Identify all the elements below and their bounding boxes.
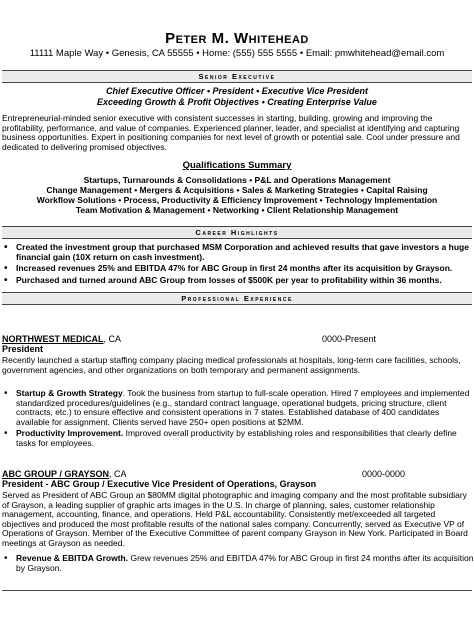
executive-titles-line2: Exceeding Growth & Profit Objectives • Creating Enterprise Value [97,97,377,107]
executive-titles-line1: Chief Executive Officer • President • Executive Vice President [106,86,368,96]
employer-location: , CA [103,334,122,344]
qualifications-line: Startups, Turnarounds & Consolidations • P&L and Operations Management [83,175,391,185]
bullet-lead: Revenue & EBITDA Growth. [16,553,129,563]
employment-dates: 0000-Present [322,334,377,344]
contact-line: 11111 Maple Way • Genesis, CA 55555 • Home: (555) 555 5555 • Email: pmwhitehead@email.com [29,48,445,59]
bullet-text: Improved overall productivity by establishing roles and responsibilities that clearly define tasks for employees. [16,428,457,448]
career-highlights-list [2,243,474,287]
list-item [2,429,474,448]
bullet-text: Grew revenues 25% and EBITDA 47% for ABC Group in first 24 months after its acquisition by Grayson. [16,553,474,573]
candidate-name: Peter M. Whitehead [165,30,309,47]
qualifications-line: Team Motivation & Management • Networking • Client Relationship Management [75,205,399,215]
job-bullets [2,389,474,450]
section-heading-senior-executive: Senior Executive [2,70,472,83]
list-item [2,554,474,573]
executive-summary: Entrepreneurial-minded senior executive with consistent successes in starting, building, growing and improving the profitability, performance, and value of companies. Experienced planner, leader, and specialist at identifying and capturing business opportunities. Expert in positioning companies for next level of growth or potential sale. Cool under pressure and dedicated to delivering promised objectives. [2,113,460,152]
employer-name: NORTHWEST MEDICAL [2,334,104,344]
qualifications-line: Change Management • Mergers & Acquisitions • Sales & Marketing Strategies • Capital Raising [46,185,428,195]
employer-name: ABC GROUP / GRAYSON [2,469,110,479]
list-item: • Created the investment group that purchased MSM Corporation and achieved results that gave investors a huge financial gain (10X return on cash investment). [2,243,474,262]
bullet-text: . Took the business from startup to full-scale operation. Hired 7 employees and implemented standardized procedures/guidelines (e.g., standard contract language, operational budgets, pricing structure, client contracts, etc.) to ensure effective and consistent operations in 7 states. Established database of 400 candidates available for assignment. Clients served have 250+ open positions at $2MM. [16,388,470,427]
qualifications-title: Qualifications Summary [182,160,292,171]
list-item: • Purchased and turned around ABC Group from losses of $500K per year to profitability within 36 months. [2,276,474,286]
employment-dates: 0000-0000 [362,469,406,479]
employer-row [2,334,474,344]
bullet-lead: Productivity Improvement. [16,428,124,438]
job-title: President - ABC Group / Executive Vice President of Operations, Grayson [2,479,317,489]
job-description: Recently launched a startup staffing company placing medical professionals at hospitals, long-term care facilities, schools, government agencies, and other organizations on both temporary and permanent assignments. [2,355,461,375]
job-title: President [2,344,44,354]
section-heading-professional-experience: Professional Experience [2,292,472,305]
section-heading-career-highlights: Career Highlights [2,226,472,239]
employer-location: , CA [109,469,127,479]
bullet-lead: Startup & Growth Strategy [16,388,123,398]
job-description: Served as President of ABC Group an $80MM digital photographic and imaging company and the most profitable subsidiary of Grayson, a leading supplier of graphic arts images in the U.S. In charge of planning, sales, customer relationship management, accounting, finance, and operations. Held P&L accountability. Consistently met/exceeded all targeted objectives and produced the most profitable results of the national sales company. Concurrently, served as Executive VP of Operations of Grayson. Member of the Executive Committee of parent company Grayson in New York. Participated in Board meetings at Grayson as needed. [2,490,468,548]
job-bullets [2,554,474,575]
qualifications-line: Workflow Solutions • Process, Productivity & Efficiency Improvement • Technology Implementation [36,195,438,205]
page-bottom-rule [2,590,472,591]
employer-row [2,469,474,479]
list-item [2,389,474,427]
list-item: • Increased revenues 25% and EBITDA 47% for ABC Group in first 24 months after its acquisition by Grayson. [2,264,474,274]
